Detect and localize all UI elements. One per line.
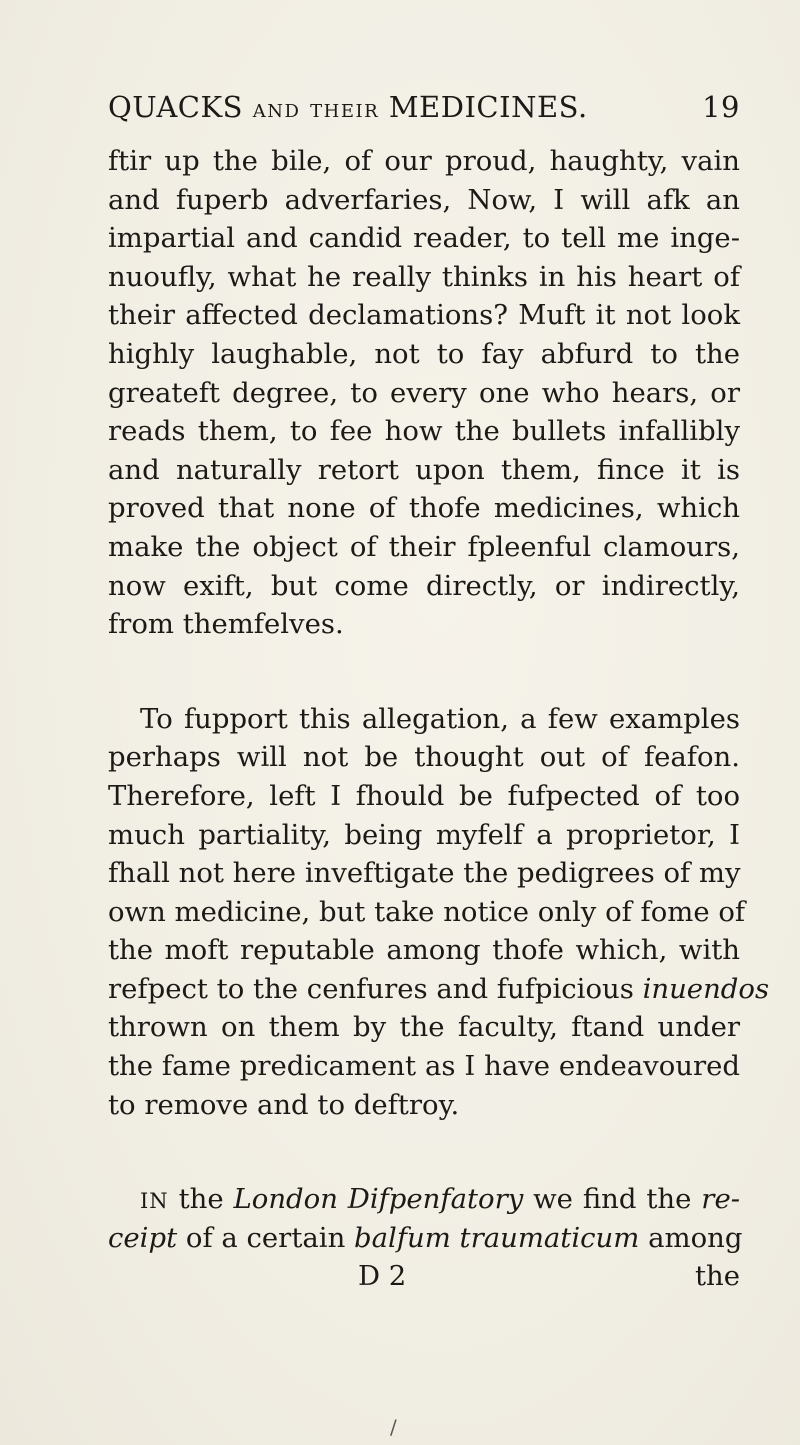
italic-term: balfum traumaticum — [354, 1221, 640, 1254]
paragraph-gap — [108, 1124, 740, 1180]
body-text — [108, 142, 770, 1296]
italic-word: inuendos — [642, 972, 770, 1005]
text-line: from themfelves. — [108, 608, 344, 641]
text-line-with-italic — [108, 970, 770, 1009]
text-line: make the object of their fpleenful clamours, — [108, 530, 740, 563]
header-title-medicines: MEDICINES. — [388, 90, 588, 124]
italic-word: ceipt — [108, 1221, 178, 1254]
stray-mark: / — [390, 1415, 397, 1439]
text-line: fhall not here inveftigate the pedigrees of my — [108, 857, 741, 890]
signature-mark: D 2 — [358, 1260, 407, 1293]
small-caps-lead: IN — [140, 1189, 169, 1214]
text-fragment: the — [178, 1183, 224, 1216]
text-line: thrown on them by the faculty, ftand under — [108, 1011, 740, 1044]
text-line: Therefore, left I fhould be fufpected of too — [108, 779, 740, 812]
header-title-and: AND — [252, 101, 301, 122]
text-line: their affected declamations? Muft it not look — [108, 299, 740, 332]
header-title-quacks: QUACKS — [108, 90, 243, 124]
text-line: to remove and to deftroy. — [108, 1088, 460, 1121]
text-line: nuoufly, what he really thinks in his heart of — [108, 260, 740, 293]
text-fragment: among — [648, 1221, 743, 1254]
text-line: now exift, but come directly, or indirectly, — [108, 569, 740, 602]
text-line: own medicine, but take notice only of fome of — [108, 895, 746, 928]
text-fragment: of a certain — [185, 1221, 346, 1254]
text-fragment: refpect to the cenfures and fufpicious — [108, 972, 634, 1005]
paragraph-3 — [108, 1180, 743, 1296]
text-line — [108, 1219, 743, 1258]
text-line: much partiality, being myfelf a proprietor, I — [108, 818, 740, 851]
header-title-their: THEIR — [310, 101, 380, 122]
italic-word: re- — [701, 1183, 741, 1216]
text-line: proved that none of thofe medicines, which — [108, 492, 740, 525]
catchword: the — [694, 1260, 740, 1293]
text-line: reads them, to fee how the bullets infallibly — [108, 415, 740, 448]
italic-title: London Difpenfatory — [233, 1183, 524, 1216]
paragraph-gap — [108, 644, 740, 700]
page-number: 19 — [702, 90, 740, 124]
text-line: and naturally retort upon them, fince it is — [108, 453, 740, 486]
text-line: impartial and candid reader, to tell me inge- — [108, 222, 740, 255]
running-head — [108, 90, 740, 130]
text-line: the fame predicament as I have endeavoured — [108, 1050, 740, 1083]
page-footer — [108, 1257, 740, 1296]
text-line: greateft degree, to every one who hears, or — [108, 376, 740, 409]
text-line: highly laughable, not to fay abfurd to the — [108, 337, 740, 370]
text-line: To fupport this allegation, a few examples — [140, 702, 740, 735]
text-line: and fuperb adverfaries, Now, I will afk an — [108, 183, 740, 216]
text-line: ftir up the bile, of our proud, haughty, vain — [108, 145, 740, 177]
text-line: perhaps will not be thought out of feafon. — [108, 741, 740, 774]
text-line — [108, 1180, 740, 1219]
text-line: the moft reputable among thofe which, with — [108, 934, 740, 967]
text-fragment: we find the — [533, 1183, 692, 1216]
paragraph-1 — [108, 142, 740, 644]
paragraph-2 — [108, 700, 770, 1125]
